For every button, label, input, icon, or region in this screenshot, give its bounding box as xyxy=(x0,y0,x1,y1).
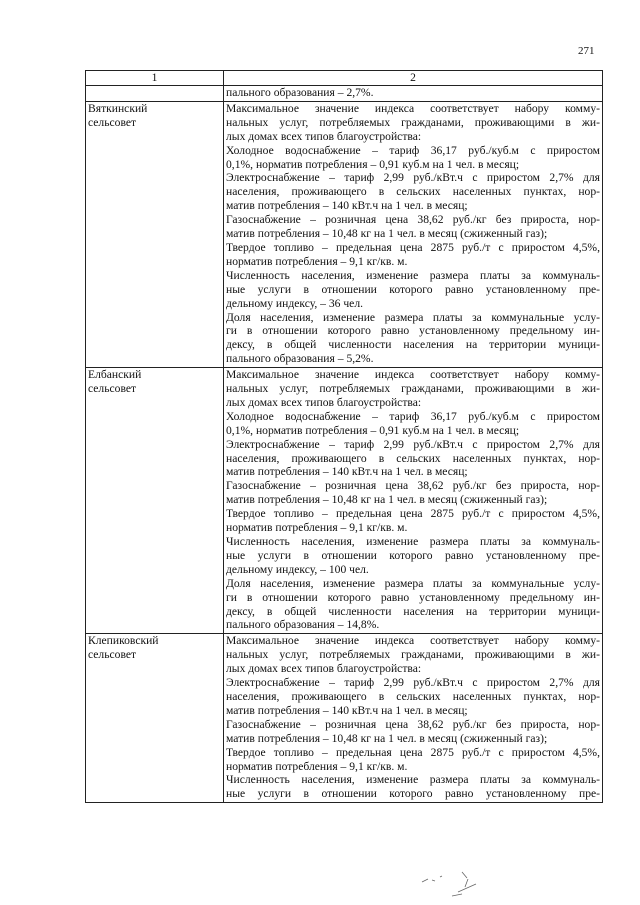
text-line: Газоснабжение – розничная цена 38,62 руб./кг без прироста, нор- xyxy=(226,479,600,493)
text-line: Максимальное значение индекса соответствует набору комму- xyxy=(226,634,600,648)
text-line: 0,1%, норматив потребления – 0,91 куб.м на 1 чел. в месяц; xyxy=(226,423,520,437)
description-paragraph xyxy=(226,773,600,801)
description-paragraph xyxy=(226,577,600,633)
description-paragraph xyxy=(226,368,600,410)
description-paragraph xyxy=(226,535,600,577)
table-row xyxy=(86,368,603,634)
text-line: Электроснабжение – тариф 2,99 руб./кВт.ч с приростом 2,7% для xyxy=(226,676,600,690)
text-line: лых домах всех типов благоустройства: xyxy=(226,662,422,676)
text-line: Численность населения, изменение размера платы за коммуналь- xyxy=(226,268,600,282)
table-row xyxy=(86,101,603,367)
text-line: ги в отношении которого равно установленному предельному ин- xyxy=(226,590,600,604)
text-line: Газоснабжение – розничная цена 38,62 руб./кг без прироста, нор- xyxy=(226,213,600,227)
tariff-table xyxy=(85,70,603,803)
text-line: лых домах всех типов благоустройства: xyxy=(226,395,422,409)
description-paragraph xyxy=(226,311,600,367)
text-line: матив потребления – 140 кВт.ч на 1 чел. в месяц; xyxy=(226,465,468,479)
region-name-line: сельсовет xyxy=(88,648,137,662)
description-paragraph xyxy=(226,102,600,144)
text-line: пального образования – 14,8%. xyxy=(226,618,380,632)
text-line: Доля населения, изменение размера платы за коммунальные услу- xyxy=(226,576,600,590)
column-header-1: 1 xyxy=(86,71,224,86)
text-line: дельному индексу, – 100 чел. xyxy=(226,562,369,576)
column-header-2: 2 xyxy=(224,71,603,86)
text-line: Численность населения, изменение размера платы за коммуналь- xyxy=(226,535,600,548)
text-line: матив потребления – 10,48 кг на 1 чел. в месяц (сжиженный газ); xyxy=(226,227,548,241)
region-cell xyxy=(86,101,224,367)
text-line: матив потребления – 140 кВт.ч на 1 чел. в месяц; xyxy=(226,199,468,213)
table-row xyxy=(86,86,603,102)
text-line: норматив потребления – 9,1 кг/кв. м. xyxy=(226,254,408,268)
text-line: пального образования – 5,2%. xyxy=(226,352,374,366)
text-line: Максимальное значение индекса соответствует набору комму- xyxy=(226,101,600,115)
description-paragraph xyxy=(226,269,600,311)
table-row xyxy=(86,634,603,803)
description-cell xyxy=(224,101,603,367)
text-line: Максимальное значение индекса соответствует набору комму- xyxy=(226,368,600,382)
text-line: Электроснабжение – тариф 2,99 руб./кВт.ч с приростом 2,7% для xyxy=(226,437,600,451)
text-line: матив потребления – 140 кВт.ч на 1 чел. в месяц; xyxy=(226,703,468,717)
text-line: населения, проживающего в сельских населенных пунктах, нор- xyxy=(226,689,600,703)
region-name-line: Вяткинский xyxy=(88,101,148,115)
description-paragraph xyxy=(226,676,600,718)
text-line: ные услуги в отношении которого равно установленному пре- xyxy=(226,282,600,296)
region-cell xyxy=(86,86,224,102)
description-cell xyxy=(224,86,603,102)
text-line: норматив потребления – 9,1 кг/кв. м. xyxy=(226,521,408,535)
region-name-line: Клепиковский xyxy=(88,634,159,648)
description-paragraph xyxy=(226,746,600,774)
region-name-line: сельсовет xyxy=(88,382,137,396)
text-line: населения, проживающего в сельских населенных пунктах, нор- xyxy=(226,451,600,465)
text-line: Газоснабжение – розничная цена 38,62 руб./кг без прироста, нор- xyxy=(226,717,600,731)
text-line: дельному индексу, – 36 чел. xyxy=(226,296,364,310)
description-cell xyxy=(224,368,603,634)
table-body xyxy=(86,86,603,803)
region-name-line: сельсовет xyxy=(88,115,137,129)
description-paragraph xyxy=(226,507,600,535)
region-cell xyxy=(86,634,224,803)
text-line: Доля населения, изменение размера платы за коммунальные услу- xyxy=(226,310,600,324)
text-line: нальных услуг, потребляемых гражданами, проживающими в жи- xyxy=(226,382,600,396)
description-paragraph xyxy=(226,144,600,172)
text-line: Твердое топливо – предельная цена 2875 руб./т с приростом 4,5%, xyxy=(226,507,600,521)
text-line: ные услуги в отношении которого равно установленному пре- xyxy=(226,548,600,562)
description-paragraph xyxy=(226,718,600,746)
description-paragraph xyxy=(226,86,600,100)
text-line: ги в отношении которого равно установленному предельному ин- xyxy=(226,324,600,338)
text-line: 0,1%, норматив потребления – 0,91 куб.м на 1 чел. в месяц; xyxy=(226,157,520,171)
text-line: ные услуги в отношении которого равно установленному пре- xyxy=(226,787,600,801)
description-paragraph xyxy=(226,171,600,213)
description-paragraph xyxy=(226,410,600,438)
text-line: дексу, в общей численности населения на территории муници- xyxy=(226,338,600,352)
page-number: 271 xyxy=(578,45,595,57)
region-name-line: Елбанский xyxy=(88,368,142,382)
description-paragraph xyxy=(226,479,600,507)
text-line: пального образования – 2,7%. xyxy=(226,86,374,99)
description-cell xyxy=(224,634,603,803)
text-line: Холодное водоснабжение – тариф 36,17 руб./куб.м с приростом xyxy=(226,409,600,423)
text-line: матив потребления – 10,48 кг на 1 чел. в месяц (сжиженный газ); xyxy=(226,731,548,745)
description-paragraph xyxy=(226,438,600,480)
text-line: Твердое топливо – предельная цена 2875 руб./т с приростом 4,5%, xyxy=(226,745,600,759)
description-paragraph xyxy=(226,634,600,676)
text-line: Твердое топливо – предельная цена 2875 руб./т с приростом 4,5%, xyxy=(226,240,600,254)
text-line: Холодное водоснабжение – тариф 36,17 руб./куб.м с приростом xyxy=(226,143,600,157)
scan-artifact-marks xyxy=(418,852,498,898)
text-line: нальных услуг, потребляемых гражданами, проживающими в жи- xyxy=(226,648,600,662)
description-paragraph xyxy=(226,213,600,241)
description-paragraph xyxy=(226,241,600,269)
text-line: Электроснабжение – тариф 2,99 руб./кВт.ч с приростом 2,7% для xyxy=(226,171,600,185)
text-line: населения, проживающего в сельских населенных пунктах, нор- xyxy=(226,185,600,199)
table-header-row xyxy=(86,71,603,86)
region-cell xyxy=(86,368,224,634)
text-line: лых домах всех типов благоустройства: xyxy=(226,129,422,143)
text-line: матив потребления – 10,48 кг на 1 чел. в месяц (сжиженный газ); xyxy=(226,493,548,507)
text-line: Численность населения, изменение размера платы за коммуналь- xyxy=(226,773,600,787)
text-line: дексу, в общей численности населения на территории муници- xyxy=(226,604,600,618)
text-line: нальных услуг, потребляемых гражданами, проживающими в жи- xyxy=(226,115,600,129)
text-line: норматив потребления – 9,1 кг/кв. м. xyxy=(226,759,408,773)
